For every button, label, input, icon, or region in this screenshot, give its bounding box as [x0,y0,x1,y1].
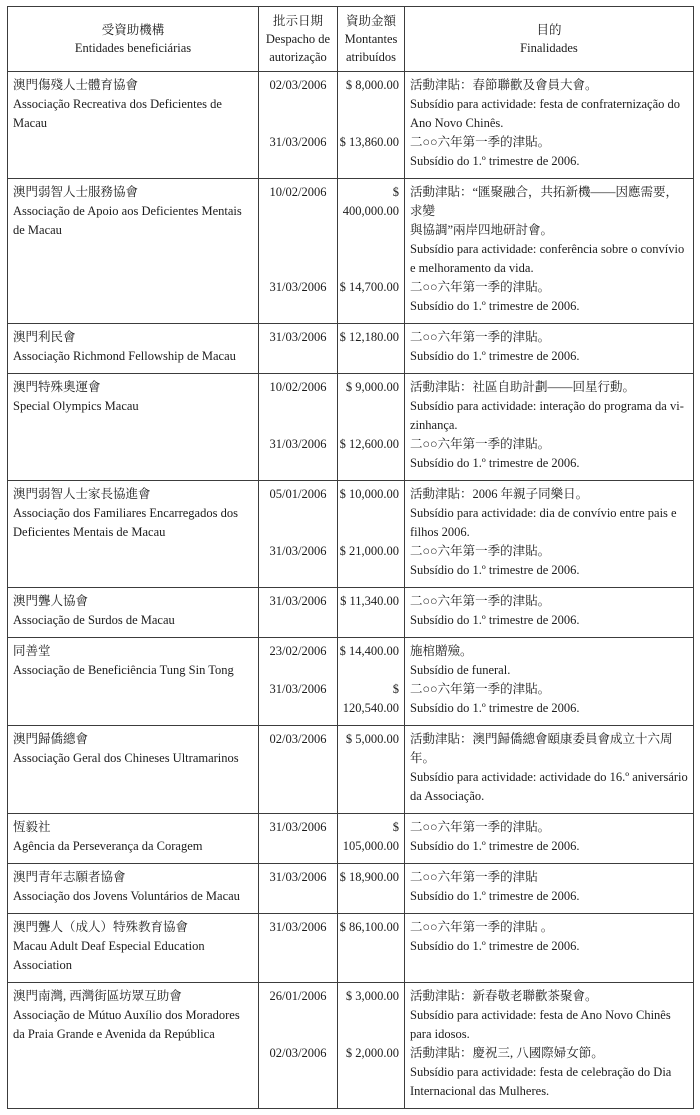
entity-line: 恆毅社 [13,820,51,834]
date-cell [259,864,338,914]
entity-cell [8,914,259,983]
amount-cell [338,914,405,983]
purpose-cell [405,324,694,374]
date-cell [259,179,338,279]
purpose-line: Subsídio para actividade: festa de celebração do Dia [410,1065,672,1079]
amount-cell [338,435,405,481]
date-cell [259,638,338,681]
table-row-group [8,864,694,914]
table-row [8,914,694,983]
entity-line: 澳門傷殘人士體育協會 [13,78,139,92]
purpose-line: 活動津貼：社區自助計劃——回星行動。 [410,380,636,394]
entity-line: 澳門聾人（成人）特殊教育協會 [13,920,189,934]
table-row-group [8,481,694,588]
amount-cell [338,814,405,864]
date-value: 31/03/2006 [269,682,327,696]
amount-cell [338,72,405,134]
date-value: 31/03/2006 [269,437,327,451]
purpose-line: 活動津貼：慶祝三, 八國際婦女節。 [410,1046,604,1060]
date-cell [259,588,338,638]
purpose-line: 二○○六年第一季的津貼。 [410,330,551,344]
entity-line: Associação Recreativa dos Deficientes de Macau [13,97,222,130]
amount-value: $ 10,000.00 [339,487,399,501]
purpose-line: 二○○六年第一季的津貼 。 [410,920,554,934]
table-row [8,324,694,374]
entity-line: Deficientes Mentais de Macau [13,525,166,539]
table-row [8,814,694,864]
table-header [8,7,694,72]
date-cell [259,374,338,436]
entity-cell [8,814,259,864]
table-row [8,638,694,681]
amount-cell [338,481,405,543]
entity-line: Associação Richmond Fellowship de Macau [13,349,236,363]
purpose-line: Ano Novo Chinês. [410,116,504,130]
entity-line: Associação Geral dos Chineses Ultramarinos [13,751,239,765]
amount-value: $ 14,700.00 [339,280,399,294]
date-cell [259,726,338,814]
purpose-line: Subsídio para actividade: festa de confraternização do [410,97,681,111]
date-value: 31/03/2006 [269,870,327,884]
purpose-line: Subsídio do 1.º trimestre de 2006. [410,299,580,313]
date-value: 05/01/2006 [269,487,327,501]
header-entity-line-pt: Entidades beneficiárias [74,41,192,55]
amount-value: $ 3,000.00 [345,989,399,1003]
amount-value: $ 14,400.00 [339,644,399,658]
date-value: 02/03/2006 [269,1046,327,1060]
purpose-cell [405,278,694,324]
amount-value: $ 21,000.00 [339,544,399,558]
table-row [8,72,694,134]
table-row-group [8,324,694,374]
date-cell [259,72,338,134]
purpose-cell [405,726,694,814]
purpose-cell [405,588,694,638]
entity-line: 澳門特殊奧運會 [13,380,101,394]
header-entity [8,7,259,72]
amount-value: $ 9,000.00 [345,380,399,394]
entity-line: Associação de Apoio aos Deficientes Mentais [13,204,242,218]
purpose-cell [405,435,694,481]
amount-cell [338,1044,405,1109]
date-cell [259,133,338,179]
table-row [8,374,694,436]
date-value: 31/03/2006 [269,330,327,344]
table-row [8,726,694,814]
purpose-line: e melhoramento da vida. [410,261,534,275]
purpose-cell [405,72,694,134]
entity-line: Special Olympics Macau [13,399,139,413]
amount-value: $ 18,900.00 [339,870,399,884]
entity-cell [8,864,259,914]
entity-cell [8,374,259,481]
purpose-line: 二○○六年第一季的津貼。 [410,135,551,149]
entity-line: 澳門聾人協會 [13,594,89,608]
purpose-line: 二○○六年第一季的津貼。 [410,437,551,451]
purpose-line: Subsídio de funeral. [410,663,511,677]
date-cell [259,324,338,374]
amount-value: $ 86,100.00 [339,920,399,934]
purpose-line: Internacional das Mulheres. [410,1084,550,1098]
date-value: 23/02/2006 [269,644,327,658]
purpose-line: Subsídio do 1.º trimestre de 2006. [410,154,580,168]
entity-line: 澳門弱智人士家長協進會 [13,487,151,501]
date-cell [259,542,338,588]
table-row-group [8,726,694,814]
purpose-cell [405,983,694,1045]
purpose-cell [405,864,694,914]
entity-line: 澳門利民會 [13,330,76,344]
purpose-line: 活動津貼：春節聯歡及會員大會。 [410,78,598,92]
purpose-cell [405,179,694,279]
entity-line: Associação de Surdos de Macau [13,613,175,627]
header-amount [338,7,405,72]
date-value: 31/03/2006 [269,544,327,558]
purpose-line: 二○○六年第一季的津貼。 [410,820,551,834]
header-date-line-pt1: Despacho de [265,32,331,46]
amount-value: $ 11,340.00 [340,594,399,608]
header-amount-line-zh: 資助金額 [345,14,396,28]
purpose-cell [405,133,694,179]
entity-cell [8,983,259,1109]
amount-cell [338,680,405,726]
header-purpose-line-pt: Finalidades [520,41,578,55]
date-value: 10/02/2006 [269,185,327,199]
date-cell [259,814,338,864]
amount-value: $ 12,600.00 [339,437,399,451]
purpose-line: 二○○六年第一季的津貼。 [410,594,551,608]
table-row-group [8,588,694,638]
date-value: 10/02/2006 [269,380,327,394]
purpose-line: 二○○六年第一季的津貼。 [410,544,551,558]
amount-value: $ 8,000.00 [345,78,399,92]
purpose-cell [405,1044,694,1109]
header-purpose-line-zh: 目的 [536,23,562,37]
amount-value: $ 105,000.00 [342,820,399,853]
header-purpose [405,7,694,72]
entity-cell [8,726,259,814]
table-row-group [8,914,694,983]
purpose-line: filhos 2006. [410,525,470,539]
date-cell [259,278,338,324]
amount-cell [338,726,405,814]
entity-line: Associação de Beneficiência Tung Sin Tong [13,663,234,677]
purpose-line: Subsídio do 1.º trimestre de 2006. [410,613,580,627]
header-date-line-zh: 批示日期 [272,14,323,28]
table-row-group [8,374,694,481]
table-row-group [8,983,694,1109]
purpose-line: Subsídio do 1.º trimestre de 2006. [410,939,580,953]
header-row [8,7,694,72]
amount-value: $ 2,000.00 [345,1046,399,1060]
subsidy-table [7,6,694,1109]
entity-line: 澳門南灣, 西灣街區坊眾互助會 [13,989,182,1003]
entity-line: Associação dos Jovens Voluntários de Macau [13,889,240,903]
amount-cell [338,278,405,324]
entity-line: Associação dos Familiares Encarregados dos [13,506,238,520]
purpose-line: 活動津貼：澳門歸僑總會頤康委員會成立十六周年。 [410,732,673,765]
purpose-cell [405,914,694,983]
table-row [8,864,694,914]
purpose-line: Subsídio para actividade: festa de Ano Novo Chinês [410,1008,671,1022]
table-row [8,588,694,638]
amount-cell [338,542,405,588]
amount-cell [338,638,405,681]
purpose-line: Subsídio para actividade: interação do programa da vi- [410,399,684,413]
date-cell [259,983,338,1045]
date-value: 31/03/2006 [269,280,327,294]
amount-value: $ 5,000.00 [345,732,399,746]
purpose-line: Subsídio para actividade: actividade do 16.º aniversário [410,770,688,784]
purpose-line: zinhança. [410,418,458,432]
purpose-line: Subsídio do 1.º trimestre de 2006. [410,839,580,853]
date-cell [259,435,338,481]
purpose-line: Subsídio do 1.º trimestre de 2006. [410,701,580,715]
amount-cell [338,864,405,914]
date-cell [259,914,338,983]
amount-cell [338,324,405,374]
date-value: 26/01/2006 [269,989,327,1003]
entity-line: Agência da Perseverança da Coragem [13,839,203,853]
entity-cell [8,324,259,374]
entity-line: 澳門歸僑總會 [13,732,89,746]
purpose-line: Subsídio para actividade: conferência sobre o convívio [410,242,685,256]
entity-line: 澳門青年志願者協會 [13,870,126,884]
date-value: 31/03/2006 [269,820,327,834]
table-row-group [8,638,694,726]
purpose-cell [405,481,694,543]
header-amount-line-pt1: Montantes [344,32,398,46]
amount-value: $ 120,540.00 [342,682,399,715]
purpose-line: 與協調”兩岸四地研討會。 [410,223,554,237]
table-row [8,481,694,543]
entity-line: da Praia Grande e Avenida da República [13,1027,215,1041]
purpose-cell [405,680,694,726]
purpose-line: 活動津貼：2006 年親子同樂日。 [410,487,589,501]
header-amount-line-pt2: atribuídos [346,50,396,64]
purpose-line: para idosos. [410,1027,470,1041]
amount-value: $ 13,860.00 [339,135,399,149]
purpose-cell [405,374,694,436]
purpose-cell [405,814,694,864]
purpose-cell [405,542,694,588]
amount-cell [338,133,405,179]
purpose-line: 二○○六年第一季的津貼。 [410,280,551,294]
table-row [8,179,694,279]
purpose-line: Subsídio do 1.º trimestre de 2006. [410,889,580,903]
entity-cell [8,481,259,588]
amount-cell [338,983,405,1045]
entity-cell [8,588,259,638]
purpose-line: 二○○六年第一季的津貼。 [410,682,551,696]
purpose-line: Subsídio do 1.º trimestre de 2006. [410,456,580,470]
entity-cell [8,179,259,324]
entity-line: 澳門弱智人士服務協會 [13,185,139,199]
purpose-cell [405,638,694,681]
entity-line: 同善堂 [13,644,51,658]
entity-line: Associação de Mútuo Auxílio dos Moradores [13,1008,240,1022]
amount-value: $ 400,000.00 [342,185,399,218]
date-value: 02/03/2006 [269,78,327,92]
purpose-line: Subsídio do 1.º trimestre de 2006. [410,563,580,577]
purpose-line: 施棺贈殮。 [410,644,473,658]
amount-cell [338,588,405,638]
entity-cell [8,72,259,179]
date-cell [259,481,338,543]
date-value: 31/03/2006 [269,594,327,608]
table-row-group [8,814,694,864]
purpose-line: 二○○六年第一季的津貼 [410,870,538,884]
table-row-group [8,72,694,179]
entity-line: Association [13,958,73,972]
date-value: 02/03/2006 [269,732,327,746]
purpose-line: Subsídio para actividade: dia de convívio entre pais e [410,506,677,520]
table-row [8,983,694,1045]
date-cell [259,680,338,726]
date-value: 31/03/2006 [269,920,327,934]
date-value: 31/03/2006 [269,135,327,149]
entity-line: de Macau [13,223,62,237]
header-date-line-pt2: autorização [269,50,327,64]
entity-cell [8,638,259,726]
amount-cell [338,374,405,436]
amount-value: $ 12,180.00 [339,330,399,344]
purpose-line: da Associação. [410,789,485,803]
date-cell [259,1044,338,1109]
purpose-line: 活動津貼：新春敬老聯歡茶聚會。 [410,989,598,1003]
table-row-group [8,179,694,324]
purpose-line: 活動津貼：“匯聚融合，共拓新機——因應需要，求變 [410,185,679,218]
header-entity-line-zh: 受資助機構 [101,23,165,37]
amount-cell [338,179,405,279]
header-date [259,7,338,72]
purpose-line: Subsídio do 1.º trimestre de 2006. [410,349,580,363]
entity-line: Macau Adult Deaf Especial Education [13,939,205,953]
